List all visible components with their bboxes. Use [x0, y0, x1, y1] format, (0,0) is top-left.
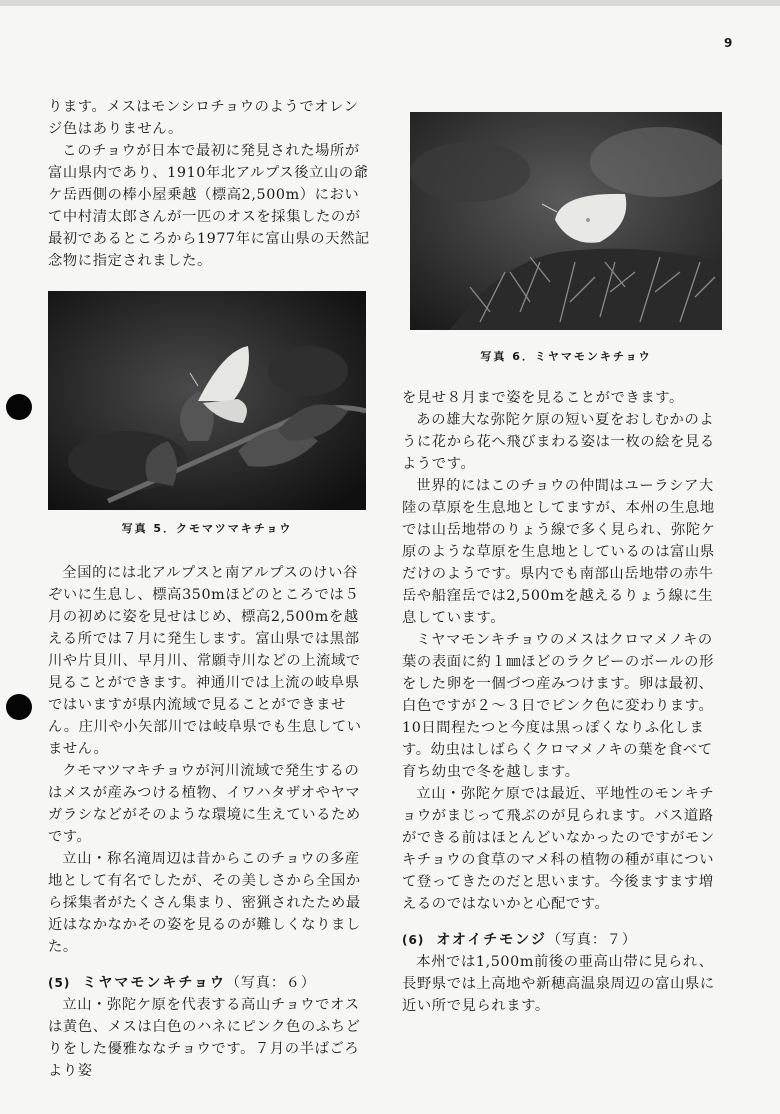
section-photo-ref: （写真：７） [546, 932, 637, 948]
section-number: (6) [402, 933, 425, 947]
binder-hole [6, 394, 32, 420]
photo-5 [48, 291, 366, 510]
left-body-text [48, 562, 370, 1082]
paragraph: 立山・弥陀ケ原では最近、平地性のモンキチョウがまじって飛ぶのが見られます。バス道路ができる前はほとんどいなかったのですがモンキチョウの食草のマメ科の植物の種が車について登ってきたのだと思います。今後ますます増えるのではないかと心配です。 [402, 786, 715, 912]
section-6-heading [402, 929, 724, 951]
page-number: 9 [724, 36, 733, 50]
paragraph: 立山・称名滝周辺は昔からこのチョウの多産地として有名でしたが、その美しさから全国から採集者がたくさん集まり、密猟されたため最近はなかなかその姿を見るのが難しくなりました。 [48, 851, 361, 955]
page-top-edge [0, 0, 780, 6]
paragraph: 本州では1,500m前後の亜高山帯に見られ、長野県では上高地や新穂高温泉周辺の富山県に近い所で見られます。 [402, 954, 715, 1014]
paragraph: ります。メスはモンシロチョウのようでオレンジ色はありません。 [48, 99, 359, 137]
section-5-heading [48, 972, 370, 994]
section-number: (5) [48, 976, 71, 990]
butterfly-photo-5 [48, 291, 366, 510]
butterfly-photo-6 [410, 112, 722, 330]
paragraph: ミヤマモンキチョウのメスはクロマメノキの葉の表面に約１㎜ほどのラクビーのボールの形をした卵を一個づつ産みつけます。卵は最初、白色ですが２～３日でピンク色に変わります。10日間程たつと今度は黒っぽくなりふ化します。幼虫はしばらくクロマメノキの葉を食べて育ち幼虫で冬を越します。 [402, 632, 714, 780]
binder-hole [6, 694, 32, 720]
paragraph: あの雄大な弥陀ケ原の短い夏をおしむかのように花から花へ飛びまわる姿は一枚の絵を見るようです。 [402, 412, 715, 472]
photo-6 [410, 112, 722, 330]
left-intro-text [48, 96, 370, 272]
photo-5-caption: 写真 5．クモマツマキチョウ [121, 522, 293, 535]
right-body-text [402, 387, 724, 1017]
paragraph: 全国的には北アルプスと南アルプスのけい谷ぞいに生息し、標高350mほどのところでは５月の初めに姿を見せはじめ、標高2,500mを越える所では７月に発生します。富山県では黒部川や片貝川、早月川、常願寺川などの上流域で見ることができます。神通川では上流の岐阜県ではいますが県内流域で見ることができません。庄川や小矢部川では岐阜県でも生息していません。 [48, 565, 362, 757]
paragraph: 世界的にはこのチョウの仲間はユーラシア大陸の草原を生息地としてますが、本州の生息地では山岳地帯のりょう線で多く見られ、弥陀ケ原のような草原を生息地としているのは富山県だけのようです。県内でも南部山岳地帯の赤牛岳や船窪岳では2,500mを越えるりょう線に生息しています。 [402, 478, 716, 626]
paragraph: クモマツマキチョウが河川流域で発生するのはメスが産みつける植物、イワハタザオやヤマガラシなどがそのような環境に生えているためです。 [48, 763, 361, 845]
section-title: ミヤマモンキチョウ [82, 975, 226, 991]
section-photo-ref: （写真：６） [225, 975, 316, 991]
paragraph: このチョウが日本で最初に発見された場所が富山県内であり、1910年北アルプス後立山の爺ケ岳西側の棒小屋乗越（標高2,500m）において中村清太郎さんが一匹のオスを採集したのが最初であるところから1977年に富山県の天然記念物に指定されました。 [48, 143, 370, 269]
photo-6-caption: 写真 6．ミヤマモンキチョウ [480, 350, 652, 363]
section-title: オオイチモンジ [436, 932, 547, 948]
paragraph: 立山・弥陀ケ原を代表する高山チョウでオスは黄色、メスは白色のハネにピンク色のふちどりをした優雅ななチョウです。７月の半ばごろより姿 [48, 997, 361, 1079]
paragraph: を見せ８月まで姿を見ることができます。 [402, 390, 684, 406]
